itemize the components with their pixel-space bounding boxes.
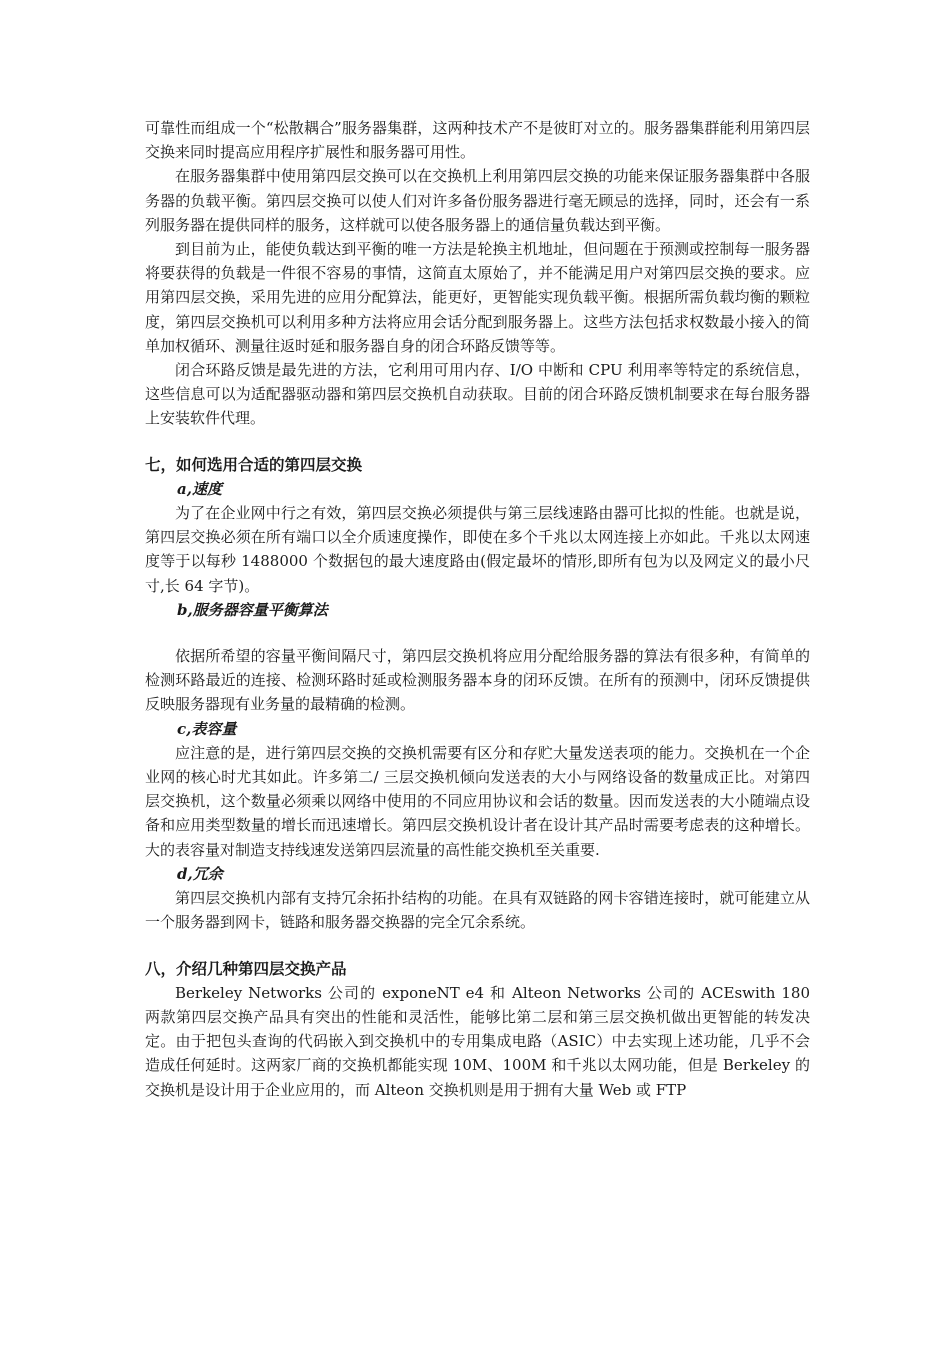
section-7b-title: b,服务器容量平衡算法 — [177, 600, 328, 619]
paragraph-intro-4: 闭合环路反馈是最先进的方法，它利用可用内存、I/O 中断和 CPU 利用率等特定的系统信息，这些信息可以为适配器驱动器和第四层交换机自动获取。目前的闭合环路反馈机制要求在每台服务器上安装软件代理。 — [145, 361, 810, 428]
paragraph-intro-3: 到目前为止，能使负载达到平衡的唯一方法是轮换主机地址，但问题在于预测或控制每一服务器将要获得的负载是一件很不容易的事情，这简直太原始了，并不能满足用户对第四层交换的要求。应用第四层交换，采用先进的应用分配算法，能更好，更智能实现负载平衡。根据所需负载均衡的颗粒度，第四层交换机可以利用多种方法将应用会话分配到服务器上。这些方法包括求权数最小接入的简单加权循环、测量往返时延和服务器自身的闭合环路反馈等等。 — [145, 240, 810, 355]
section-7a-text: 为了在企业网中行之有效，第四层交换必须提供与第三层线速路由器可比拟的性能。也就是说，第四层交换必须在所有端口以全介质速度操作，即使在多个千兆以太网连接上亦如此。千兆以太网速度等于以每秒 1488000 个数据包的最大速度路由(假定最坏的情形,即所有包为以及网定义的最小尺寸,长 64 字节)。 — [145, 504, 810, 595]
section-8-heading: 八，介绍几种第四层交换产品 — [145, 958, 347, 978]
section-8-text: Berkeley Networks 公司的 exponeNT e4 和 Alteon Networks 公司的 ACEswith 180 两款第四层交换产品具有突出的性能和灵活性，能够比第二层和第三层交换机做出更智能的转发决定。由于把包头查询的代码嵌入到交换机中的专用集成电路（ASIC）中去实现上述功能，几乎不会造成任何延时。这两家厂商的交换机都能实现 10M、100M 和千兆以太网功能，但是 Berkeley 的交换机是设计用于企业应用的，而 Alteon 交换机则是用于拥有大量 Web 或 FTP — [145, 983, 810, 1099]
spacer — [145, 622, 810, 644]
section-7-heading: 七，如何选用合适的第四层交换 — [145, 454, 363, 474]
section-7b-text: 依据所希望的容量平衡间隔尺寸，第四层交换机将应用分配给服务器的算法有很多种，有简单的检测环路最近的连接、检测环路时延或检测服务器本身的闭环反馈。在所有的预测中，闭环反馈提供反映服务器现有业务量的最精确的检测。 — [145, 647, 810, 714]
paragraph-intro-1: 可靠性而组成一个“松散耦合”服务器集群，这两种技术产不是彼盯对立的。服务器集群能利用第四层交换来同时提高应用程序扩展性和服务器可用性。 — [145, 119, 810, 162]
document-page — [145, 116, 810, 1102]
section-7a-title: a,速度 — [177, 479, 222, 498]
section-7d-text: 第四层交换机内部有支持冗余拓扑结构的功能。在具有双链路的网卡容错连接时，就可能建立从一个服务器到网卡，链路和服务器交换器的完全冗余系统。 — [145, 889, 810, 932]
section-7d-title: d,冗余 — [177, 864, 223, 883]
section-7c-text: 应注意的是，进行第四层交换的交换机需要有区分和存贮大量发送表项的能力。交换机在一个企业网的核心时尤其如此。许多第二/ 三层交换机倾向发送表的大小与网络设备的数量成正比。对第四层交换机，这个数量必须乘以网络中使用的不同应用协议和会话的数量。因而发送表的大小随端点设备和应用类型数量的增长而迅速增长。第四层交换机设计者在设计其产品时需要考虑表的这种增长。大的表容量对制造支持线速发送第四层流量的高性能交换机至关重要. — [145, 743, 810, 859]
paragraph-intro-2: 在服务器集群中使用第四层交换可以在交换机上利用第四层交换的功能来保证服务器集群中各服务器的负载平衡。第四层交换可以使人们对许多备份服务器进行毫无顾忌的选择，同时，还会有一系列服务器在提供同样的服务，这样就可以使各服务器上的通信量负载达到平衡。 — [145, 167, 810, 234]
spacer — [145, 431, 810, 453]
section-7c-title: c,表容量 — [177, 719, 237, 738]
spacer — [145, 935, 810, 957]
